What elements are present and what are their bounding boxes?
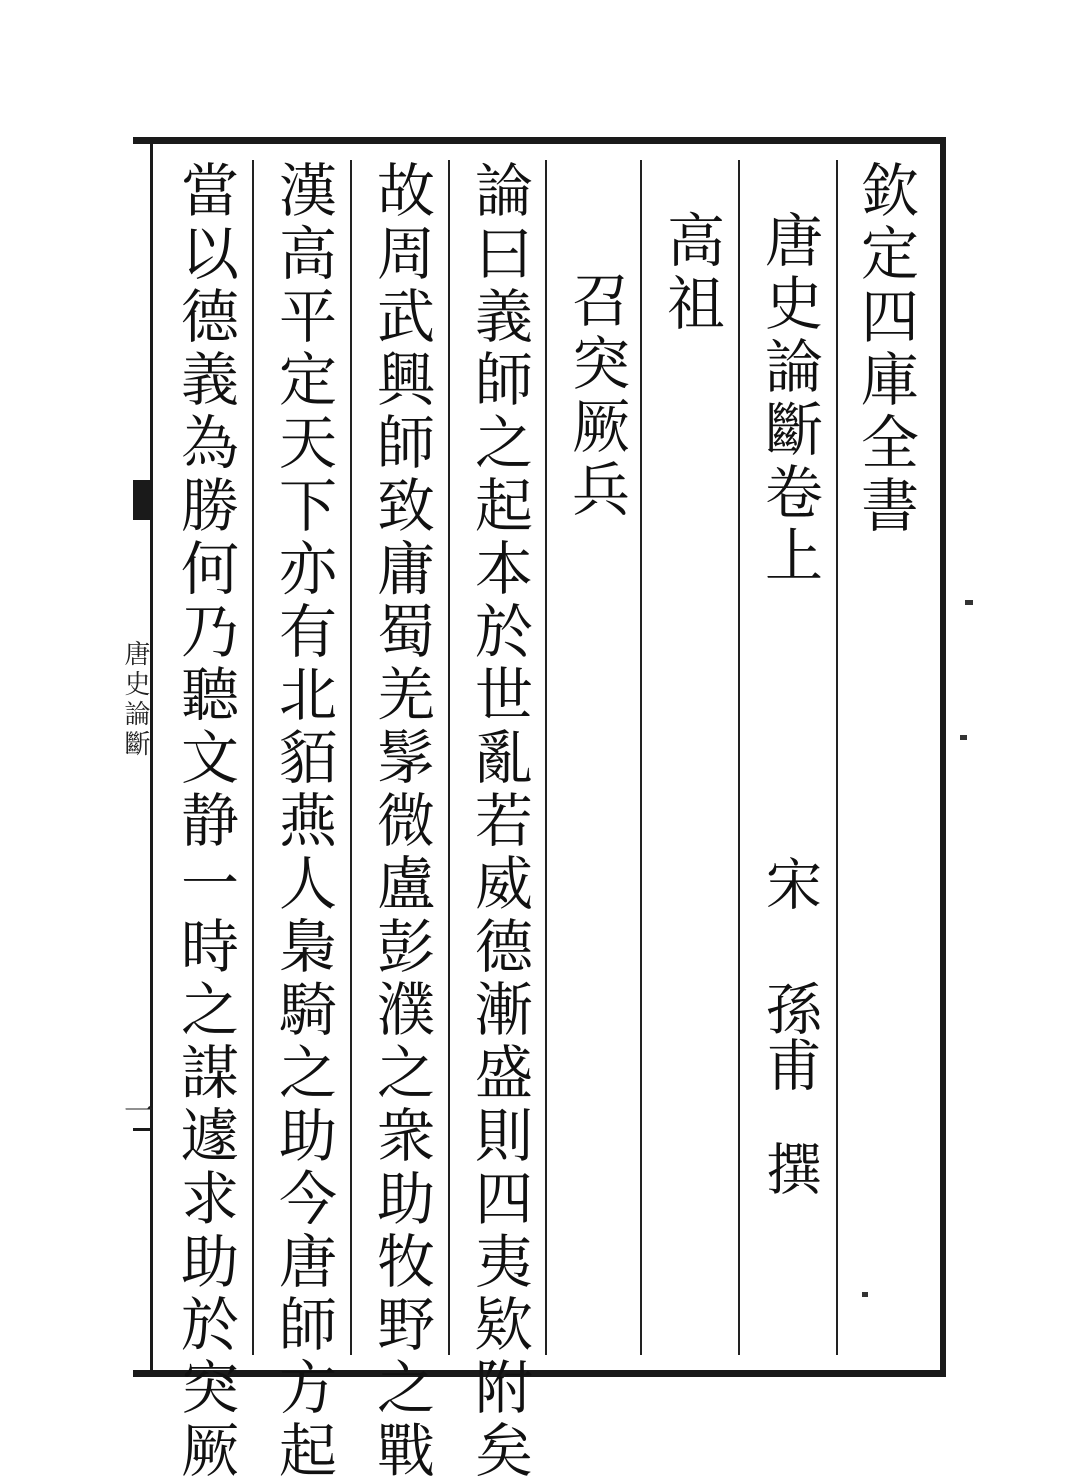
essay-title: 召突厥兵 xyxy=(562,270,630,522)
author-dynasty: 宋 xyxy=(757,855,822,911)
fold-rule xyxy=(133,1128,153,1131)
fish-tail-mark xyxy=(133,480,153,520)
book-title: 欽定四庫全書 xyxy=(851,160,919,538)
ink-speck xyxy=(965,600,973,605)
ink-speck xyxy=(862,1292,868,1297)
spine-title: 唐史論斷 xyxy=(120,640,150,760)
column-rule xyxy=(252,160,254,1355)
emperor-heading: 高祖 xyxy=(657,210,725,336)
volume-title: 唐史論斷卷上 xyxy=(755,210,823,588)
author-role: 撰 xyxy=(757,1140,822,1196)
spine-page-number: 一 xyxy=(118,1095,153,1125)
ink-speck xyxy=(960,735,967,740)
column-rule xyxy=(545,160,547,1355)
column-rule xyxy=(836,160,838,1355)
text-line-1: 論曰義師之起本於世亂若威德漸盛則四夷欵附矣 xyxy=(465,160,533,1483)
text-line-2: 故周武興師致庸蜀羌髳微盧彭濮之衆助牧野之戰 xyxy=(367,160,435,1483)
author-name: 孫甫 xyxy=(757,980,822,1092)
column-rule xyxy=(738,160,740,1355)
text-line-3: 漢高平定天下亦有北貊燕人梟騎之助今唐師方起 xyxy=(269,160,337,1483)
column-rule xyxy=(350,160,352,1355)
column-rule xyxy=(448,160,450,1355)
text-line-4: 當以德義為勝何乃聽文静一時之謀遽求助於突厥 xyxy=(171,160,239,1483)
